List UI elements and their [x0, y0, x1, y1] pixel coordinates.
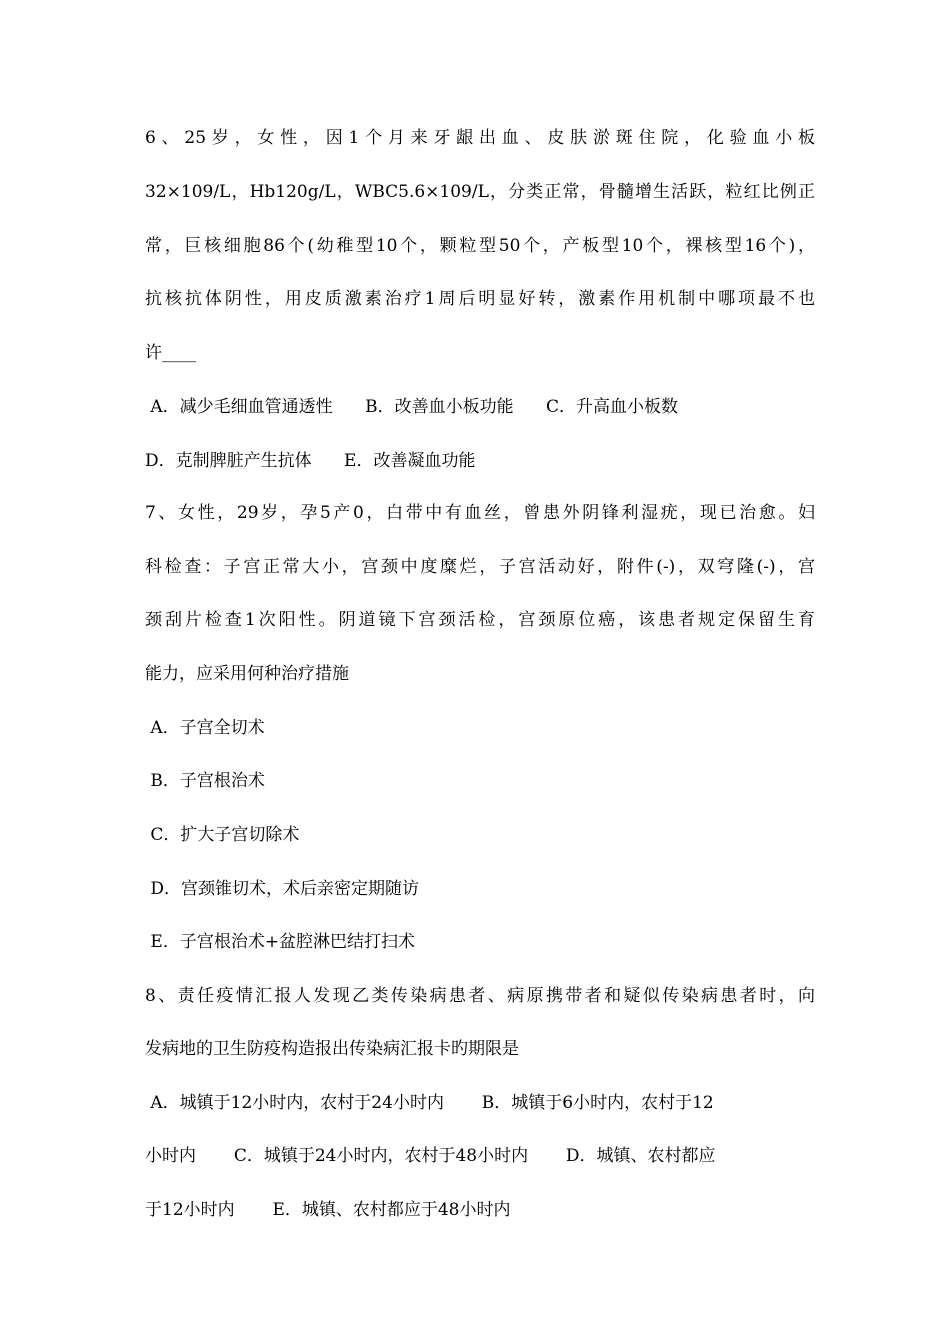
question-7-line-4: 能力，应采用何种治疗措施 [145, 664, 349, 684]
question-6-line-1: 6、25岁，女性，因1个月来牙龈出血、皮肤淤斑住院，化验血小板 [145, 128, 815, 148]
question-7-line-1: 7、女性，29岁，孕5产0，白带中有血丝，曾患外阴锋利湿疣，现已治愈。妇 [145, 503, 815, 523]
question-6-line-2: 32×109/L，Hb120g/L，WBC5.6×109/L，分类正常，骨髓增生活跃，粒红比例正 [145, 182, 815, 202]
question-7-option-e: E．子宫根治术+盆腔淋巴结打扫术 [145, 932, 416, 952]
question-8-line-1: 8、责任疫情汇报人发现乙类传染病患者、病原携带者和疑似传染病患者时，向 [145, 986, 815, 1006]
question-6-line-4: 抗核抗体阴性，用皮质激素治疗1周后明显好转，激素作用机制中哪项最不也 [145, 289, 815, 309]
question-6-options-line-1: A．减少毛细血管通透性 B．改善血小板功能 C．升高血小板数 [145, 397, 679, 417]
question-7-option-a: A．子宫全切术 [145, 718, 265, 738]
question-7-option-c: C．扩大子宫切除术 [145, 825, 300, 845]
question-8-options-line-1: A．城镇于12小时内，农村于24小时内 B．城镇于6小时内，农村于12 [145, 1093, 714, 1113]
question-6-line-5: 许____ [145, 343, 196, 363]
question-7-option-b: B．子宫根治术 [145, 771, 265, 791]
question-7-line-3: 颈刮片检查1次阳性。阴道镜下宫颈活检，宫颈原位癌，该患者规定保留生育 [145, 610, 815, 630]
question-8-options-line-2: 小时内 C．城镇于24小时内，农村于48小时内 D．城镇、农村都应 [145, 1146, 716, 1166]
question-6-line-3: 常，巨核细胞86个(幼稚型10个，颗粒型50个，产板型10个，裸核型16个)， [145, 236, 815, 256]
question-6-options-line-2: D．克制脾脏产生抗体 E．改善凝血功能 [145, 451, 476, 471]
question-8-options-line-3: 于12小时内 E．城镇、农村都应于48小时内 [145, 1200, 511, 1220]
question-7-line-2: 科检查：子宫正常大小，宫颈中度糜烂，子宫活动好，附件(-)，双穹隆(-)，宫 [145, 557, 815, 577]
question-8-line-2: 发病地的卫生防疫构造报出传染病汇报卡旳期限是 [145, 1039, 519, 1059]
question-7-option-d: D．宫颈锥切术，术后亲密定期随访 [145, 879, 420, 899]
